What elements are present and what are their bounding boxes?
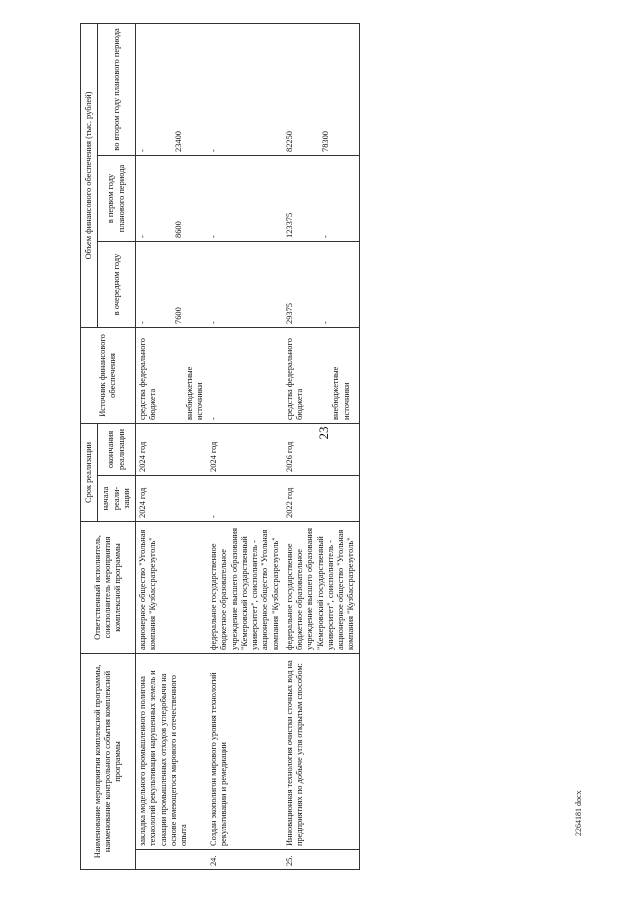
header-measure: Наименование мероприятия комплексной программы, наименование контрольного события комплексной программы	[81, 653, 136, 869]
row-funding-current	[207, 241, 283, 327]
value-current-2: 7600	[174, 307, 184, 324]
header-funding-first: в первом году планового периода	[98, 155, 136, 241]
value-second-2: 23400	[174, 131, 184, 152]
page-number: 23	[316, 426, 331, 440]
source-extrabudget: внебюджетные источники	[331, 366, 351, 420]
value-second-1: -	[209, 149, 218, 152]
row-start: 2022 год	[283, 475, 359, 521]
value-current-2: -	[321, 321, 330, 324]
value-first-1: -	[138, 235, 147, 238]
header-funding-second: во втором году планового периода	[98, 23, 136, 155]
row-measure: Инновационная технология очистки сточных вод на предприятиях по добыче угля открытым способом:	[283, 653, 359, 849]
value-first-2: 8600	[174, 221, 184, 238]
row-end: 2024 год	[136, 423, 208, 475]
row-executor: федеральное государственное бюджетное образовательное учреждение высшего образования "Кемеровский государственный университет", соисполнитель - акционерное общество "Угольная компания "Кузбассразрезуголь"	[283, 521, 359, 653]
header-period-end: окончания реализации	[98, 423, 136, 475]
header-funding-current: в очередном году	[98, 241, 136, 327]
header-period-start: начала реали-зации	[98, 475, 136, 521]
header-funding: Объем финансового обеспечения (тыс. рублей)	[81, 23, 98, 327]
row-end: 2026 год	[283, 423, 359, 475]
row-number: 24.	[207, 850, 283, 870]
value-current-1: -	[209, 321, 218, 324]
header-period: Срок реализации	[81, 423, 98, 521]
row-number	[136, 850, 208, 870]
table-row	[136, 23, 208, 869]
row-executor: акционерное общество "Угольная компания "Кузбассразрезуголь"	[136, 521, 208, 653]
row-source	[136, 327, 208, 423]
footer-document-code: 2264181 docx	[574, 790, 583, 836]
row-end: 2024 год	[207, 423, 283, 475]
row-funding-second	[136, 23, 208, 155]
row-executor: федеральное государственное бюджетное образовательное учреждение высшего образования "Кемеровский государственный университет", соисполнитель - акционерное общество "Угольная компания "Кузбассразрезуголь"	[207, 521, 283, 653]
row-measure: закладка модельного промышленного полигона технологий рекультивации нарушенных земель и санации промышленных отходов угледобычи на основе имеющегося мирового и отечественного опыта	[136, 653, 208, 849]
value-first-1: -	[209, 235, 218, 238]
source-value: -	[209, 417, 218, 420]
row-funding-current	[283, 241, 359, 327]
value-first-2: -	[321, 235, 330, 238]
header-executor: Ответственный исполнитель, соисполнитель мероприятия комплексной программы	[81, 521, 136, 653]
row-funding-current	[136, 241, 208, 327]
value-second-2: 78300	[321, 131, 330, 152]
header-source: Источник финансового обеспечения	[81, 327, 136, 423]
source-federal: средства федерального бюджета	[284, 338, 304, 420]
value-current-1: -	[138, 321, 147, 324]
value-second-1: 82250	[284, 131, 294, 152]
rotated-table-container	[80, 24, 610, 870]
row-start: 2024 год	[136, 475, 208, 521]
source-extrabudget: внебюджетные источники	[184, 366, 204, 420]
table-row	[207, 23, 283, 869]
funding-table	[80, 23, 360, 870]
table-row	[283, 23, 359, 869]
row-measure: Создан экополигон мирового уровня технологий рекультивации и ремедиации	[207, 653, 283, 849]
row-number: 25.	[283, 850, 359, 870]
row-funding-first	[207, 155, 283, 241]
row-funding-second	[283, 23, 359, 155]
value-second-1: -	[138, 149, 147, 152]
value-first-1: 123375	[284, 212, 294, 238]
source-federal: средства федерального бюджета	[138, 338, 158, 420]
row-funding-second	[207, 23, 283, 155]
value-current-1: 29375	[284, 303, 294, 324]
row-start: -	[207, 475, 283, 521]
row-funding-first	[136, 155, 208, 241]
row-source	[207, 327, 283, 423]
row-funding-first	[283, 155, 359, 241]
row-source	[283, 327, 359, 423]
